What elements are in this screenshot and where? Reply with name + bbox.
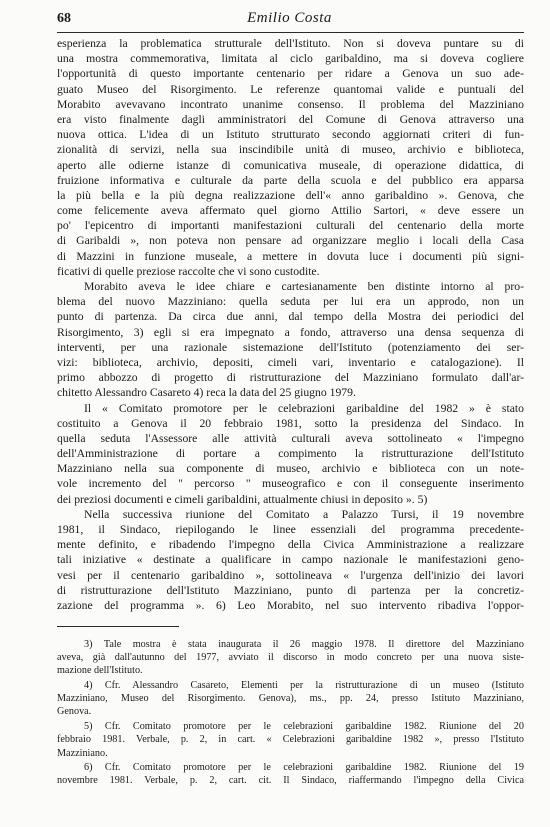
body-line: di Mazzini in funzione museale, a mettere in dovuta luce i documenti più signi- [57, 249, 524, 263]
body-line: una mostra commemorativa, limitata al ciclo garibaldino, ma si doveva cogliere [57, 52, 524, 66]
footnote-line: febbraio 1981. Verbale, p. 2, in cart. « Celebrazioni garibaldine 1982 », presso l'Istituto [57, 734, 524, 746]
footnote [57, 720, 524, 760]
body-line: chitetto Alessandro Casareto 4) reca la data del 25 giugno 1979. [57, 386, 356, 400]
body-line: era visto finalmente dagli amministratori del Comune di Genova attraverso una [57, 112, 524, 126]
footnotes [57, 638, 524, 789]
footnote [57, 761, 524, 787]
footnote [57, 679, 524, 719]
footnote-rule [57, 626, 179, 627]
body-line: di ristrutturazione dell'Istituto Mazziniano, punto di partenza per la concretiz- [57, 583, 524, 597]
body-line: Morabito avevavano incontrato unanime consenso. Il problema del Mazziniano [57, 97, 524, 111]
body-line: guato Museo del Risorgimento. Le referenze quantomai valide e puntuali del [57, 82, 524, 96]
body-line: Il « Comitato promotore per le celebrazioni garibaldine del 1982 » è stato [84, 401, 524, 415]
body-line: Mazziniano nella sua componente di museo, archivio e biblioteca con un note- [57, 462, 524, 476]
body-line: l'opportunità di questo importante centenario per ridare a Genova un suo ade- [57, 67, 524, 81]
body-text [57, 36, 524, 613]
body-line: dell'Amministrazione di portare a compimento la ristrutturazione dell'Istituto [57, 447, 524, 461]
footnote-line: 4) Cfr. Alessandro Casareto, Elementi per la ristrutturazione di un museo (Istituto [84, 680, 524, 692]
footnote [57, 638, 524, 678]
footnote-line: Genova. [57, 706, 92, 718]
running-head: Emilio Costa [247, 10, 332, 26]
body-line: esperienza la problematica strutturale dell'Istituto. Non si doveva puntare su di [57, 37, 524, 50]
body-line: Risorgimento, 3) egli si era impegnato a fondo, attraverso una densa sequenza di [57, 325, 524, 339]
header-rule [57, 32, 524, 33]
footnote-line: 5) Cfr. Comitato promotore per le celebrazioni garibaldine 1982. Riunione del 20 [84, 721, 524, 733]
body-line: nuova ottica. L'idea di un Istituto strutturato secondo aggiornati criteri di fun- [57, 128, 524, 142]
body-line: mente definito, e ribadendo l'impegno della Civica Amministrazione a realizzare [57, 538, 524, 552]
footnote-line: novembre 1981. Verbale, p. 2, cart. cit. Il Sindaco, riaffermando l'impegno della Civica [57, 775, 524, 787]
footnote-line: aveva, già dall'autunno del 1977, avviato il discorso in modo concreto per una nuova siste- [57, 652, 524, 664]
page-header [57, 11, 522, 31]
body-line: dei preziosi documenti e cimeli garibaldini, attualmente chiusi in deposito ». 5) [57, 492, 428, 506]
body-line: ficativi di quelle preziose raccolte che vi sono custodite. [57, 264, 320, 278]
body-line: tali iniziative « destinate a qualificare in campo nazionale le manifestazioni geno- [57, 553, 524, 567]
body-line: vizi: biblioteca, archivio, depositi, cimeli vari, inventario e catalogazione). Il [57, 355, 524, 369]
footnote-line: Mazziniano, Museo del Risorgimento. Genova), ms., pp. 24, presso Istituto Mazziniano, [57, 693, 524, 705]
body-line: 1981, il Sindaco, riepilogando le linee essenziali del programma precedente- [57, 523, 524, 536]
page-number: 68 [57, 11, 71, 26]
footnote-line: 3) Tale mostra è stata inaugurata il 26 maggio 1978. Il direttore del Mazziniano [84, 639, 524, 650]
body-line: interventi, per una razionale sistemazione dell'Istituto (potenziamento dei ser- [57, 340, 524, 354]
body-line: vesi per il centenario garibaldino », sottolineava « l'urgenza dell'inizio dei lavori [57, 568, 524, 582]
body-line: come felicemente aveva affermato quel giorno Attilio Sartori, « deve essere un [57, 204, 524, 218]
body-line: vole incremento del " percorso " museografico e con il conseguente inserimento [57, 477, 524, 491]
body-line: zionalità di servizi, nella sua inscindibile unità di museo, archivio e biblioteca, [57, 143, 524, 157]
body-line: blema del nuovo Mazziniano: quella seduta per lui era un approdo, non un [57, 295, 524, 309]
body-line: la più bella e la più degna realizzazione dell'« anno garibaldino ». Genova, che [57, 188, 524, 202]
body-line: Nella successiva riunione del Comitato a Palazzo Tursi, il 19 novembre [84, 507, 524, 521]
body-line: Morabito aveva le idee chiare e cartesianamente ben distinte intorno al pro- [84, 280, 524, 293]
body-line: di Garibaldi », non poteva non pensare ad organizzare meglio i locali della Casa [57, 234, 524, 248]
footnote-line: mazione dell'Istituto. [57, 665, 143, 677]
body-line: quella seduta l'Assessore alle attività culturali aveva sottolineato « l'impegno [57, 431, 524, 445]
body-line: zazione del programma ». 6) Leo Morabito, nel suo intervento ribadiva l'oppor- [57, 598, 524, 612]
body-line: aperto alle odierne istanze di comunicativa museale, di operazione didattica, di [57, 158, 524, 172]
footnote-line: 6) Cfr. Comitato promotore per le celebrazioni garibaldine 1982. Riunione del 19 [84, 762, 524, 774]
footnote-line: Mazziniano. [57, 747, 108, 759]
body-line: punto di partenza. Da circa due anni, dal tempo della Mostra dei periodici del [57, 310, 524, 324]
body-line: costituito a Genova il 20 febbraio 1981, sotto la presidenza del Sindaco. In [57, 416, 524, 430]
body-line: fruizione informativa e culturale da parte della scuola e del pubblico era apparsa [57, 173, 524, 187]
body-line: po' l'epicentro di importanti manifestazioni culturali del centenario della morte [57, 219, 524, 233]
body-line: primo abbozzo di progetto di ristrutturazione del Mazziniano formulato dall'ar- [57, 371, 524, 385]
